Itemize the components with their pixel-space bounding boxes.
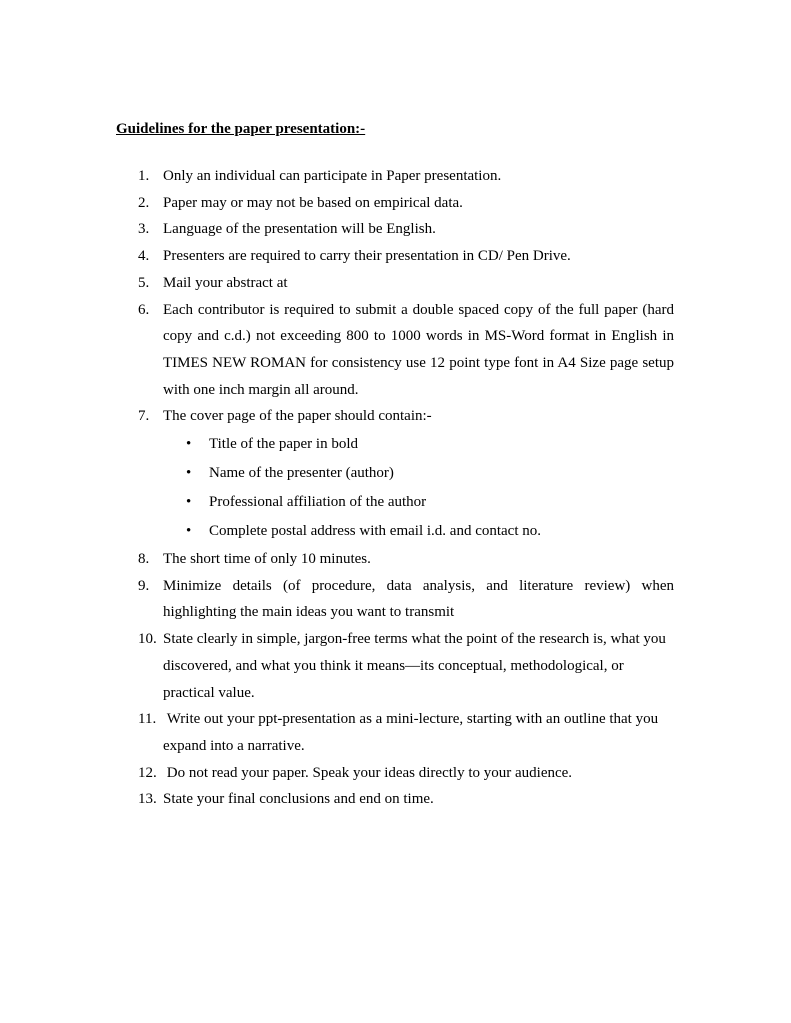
list-item-text: Only an individual can participate in Paper presentation. [163,168,502,184]
list-item-3 [0,216,674,243]
bullet-text: Professional affiliation of the author [209,494,427,511]
list-item-number: 13. [138,791,157,808]
bullet-item-1 [0,430,674,459]
list-item-2 [0,190,674,217]
list-item-text: Each contributor is required to submit a double spaced copy of the full paper (hard copy and c.d.) not exceeding 800 to 1000 words in MS-Word format in English in TIMES NEW ROMAN for consistency use 12 point type font in A4 Size page setup with one inch margin all around. [163,301,674,398]
list-item-text: The short time of only 10 minutes. [163,551,371,568]
list-item-number: 11. [138,711,157,728]
list-item-8 [0,546,674,573]
bullet-text: Complete postal address with email i.d. and contact no. [209,523,542,540]
bullet-item-3 [0,488,674,517]
list-item-10 [0,626,674,706]
list-item-number: 2. [138,194,150,211]
list-item-text: Presenters are required to carry their presentation in CD/ Pen Drive. [163,248,571,265]
list-item-text: Language of the presentation will be English. [163,221,436,238]
list-item-number: 12. [138,764,157,781]
list-item-number: 4. [138,248,150,265]
list-item-number: 3. [138,221,150,238]
list-item-11 [0,706,674,759]
list-item-7 [0,403,674,430]
list-item-number: 6. [138,301,150,318]
list-item-number: 1. [138,168,150,184]
list-item-number: 8. [138,551,150,568]
list-item-text: State your final conclusions and end on time. [163,791,434,808]
list-item-text: Paper may or may not be based on empirical data. [163,194,463,211]
list-item-9 [0,573,674,626]
bullet-text: Name of the presenter (author) [209,465,394,482]
bullet-icon: • [186,436,192,453]
bullet-icon: • [186,523,192,540]
list-item-1 [0,163,674,190]
list-item-number: 7. [138,408,150,425]
bullet-icon: • [186,465,192,482]
list-item-6 [0,297,674,404]
list-item-text: State clearly in simple, jargon-free terms what the point of the research is, what you discovered, and what you think it means—its conceptual, methodological, or practical value. [163,631,666,701]
bullet-item-2 [0,459,674,488]
list-item-text: Do not read your paper. Speak your ideas directly to your audience. [163,764,573,781]
list-item-text: Minimize details (of procedure, data analysis, and literature review) when highlighting the main ideas you want to transmit [163,577,674,621]
list-item-number: 10. [138,631,157,648]
document-heading: Guidelines for the paper presentation:- [116,121,366,137]
list-item-number: 9. [138,577,150,594]
guidelines-list [0,163,791,813]
cover-page-bullet-list [0,430,791,546]
bullet-icon: • [186,494,192,511]
list-item-4 [0,243,674,270]
list-item-number: 5. [138,274,150,291]
list-item-text: Mail your abstract at [163,274,288,291]
list-item-text: Write out your ppt-presentation as a mini-lecture, starting with an outline that you expand into a narrative. [163,711,662,754]
list-item-12 [0,760,674,787]
list-item-13 [0,786,674,813]
list-item-text: The cover page of the paper should contain:- [163,408,432,425]
bullet-item-4 [0,517,674,546]
bullet-text: Title of the paper in bold [209,436,359,453]
list-item-5 [0,270,674,297]
